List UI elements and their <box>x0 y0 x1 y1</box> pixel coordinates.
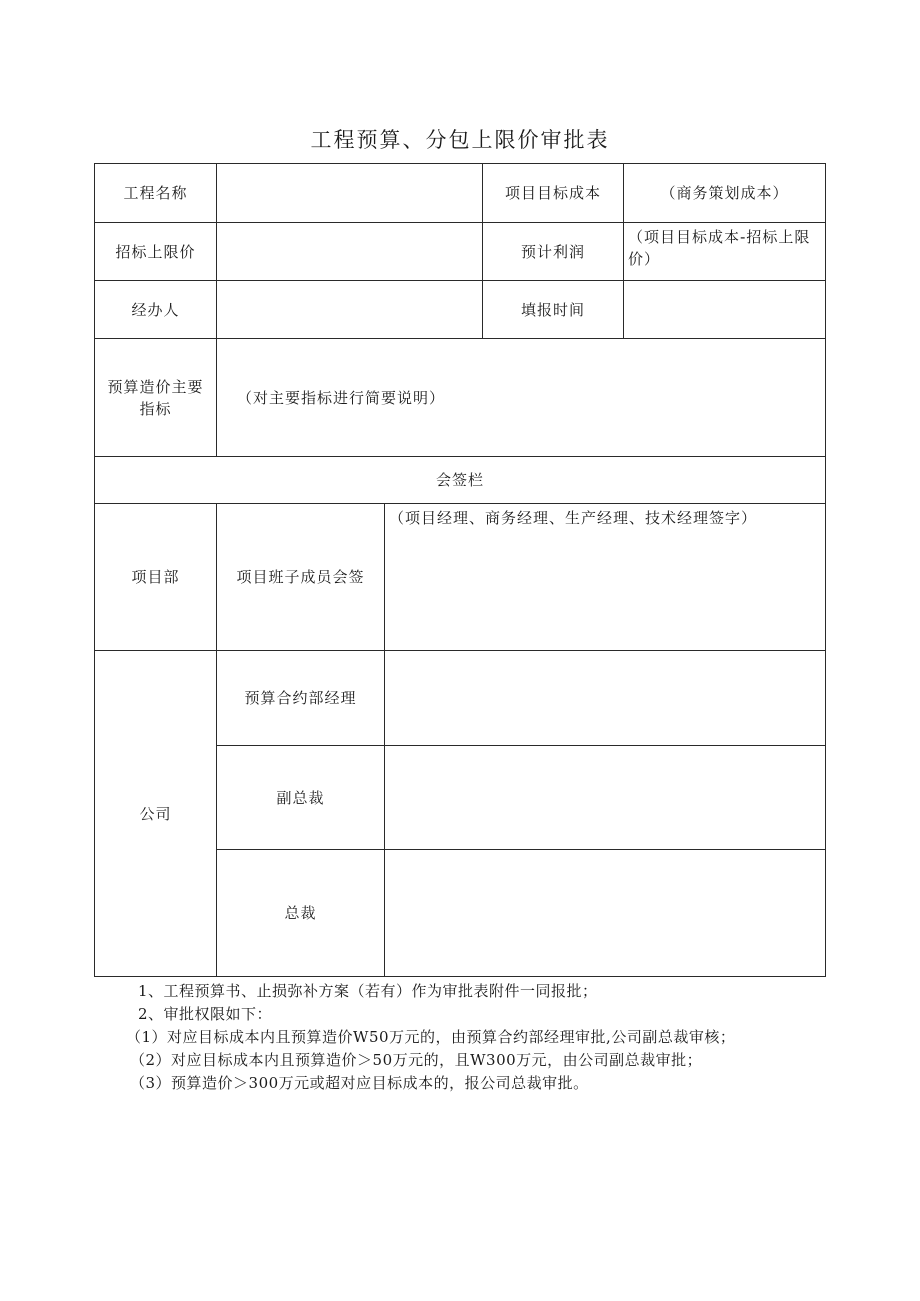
vice-president-label: 副总裁 <box>276 788 325 807</box>
handler-label: 经办人 <box>131 300 180 319</box>
grid-line <box>94 976 826 977</box>
note-item: （1）对应目标成本内且预算造价W50万元的，由预算合约部经理审批,公司副总裁审核； <box>126 1028 736 1046</box>
target-cost-label: 项目目标成本 <box>504 184 601 202</box>
team-sign-label: 项目班子成员会签 <box>236 568 365 586</box>
bid-cap-label: 招标上限价 <box>115 242 196 261</box>
countersign-header: 会签栏 <box>435 471 484 489</box>
target-cost-field[interactable]: （商务策划成本） <box>660 184 789 202</box>
company-label: 公司 <box>139 804 172 823</box>
form-title: 工程预算、分包上限价审批表 <box>310 128 610 152</box>
note-item: （3）预算造价＞300万元或超对应目标成本的，报公司总裁审批。 <box>130 1074 589 1092</box>
handler-field[interactable] <box>217 281 482 338</box>
president-sign-field[interactable] <box>385 850 825 976</box>
budget-manager-label: 预算合约部经理 <box>244 689 357 707</box>
report-time-label: 填报时间 <box>520 300 585 319</box>
bid-cap-field[interactable] <box>217 223 482 280</box>
note-item: （2）对应目标成本内且预算造价＞50万元的，且W300万元，由公司副总裁审批； <box>130 1051 703 1069</box>
main-indicator-field[interactable]: （对主要指标进行简要说明） <box>237 388 446 407</box>
vice-president-sign-field[interactable] <box>385 746 825 849</box>
note-item: 2、审批权限如下： <box>138 1005 273 1023</box>
report-time-field[interactable] <box>624 281 825 338</box>
note-item: 1、工程预算书、止损弥补方案（若有）作为审批表附件一同报批； <box>138 982 598 1000</box>
president-label: 总裁 <box>284 904 317 922</box>
project-dept-label: 项目部 <box>131 568 180 586</box>
expected-profit-field[interactable]: （项目目标成本-招标上限价） <box>628 228 811 268</box>
budget-manager-sign-field[interactable] <box>385 651 825 745</box>
grid-line <box>825 163 826 977</box>
expected-profit-label: 预计利润 <box>520 242 585 261</box>
team-sign-field[interactable]: （项目经理、商务经理、生产经理、技术经理签字） <box>389 509 758 527</box>
approval-notes <box>126 980 828 1095</box>
main-indicator-label: 预算造价主要指标 <box>107 377 204 418</box>
project-name-field[interactable] <box>217 164 482 222</box>
project-name-label: 工程名称 <box>123 184 188 202</box>
